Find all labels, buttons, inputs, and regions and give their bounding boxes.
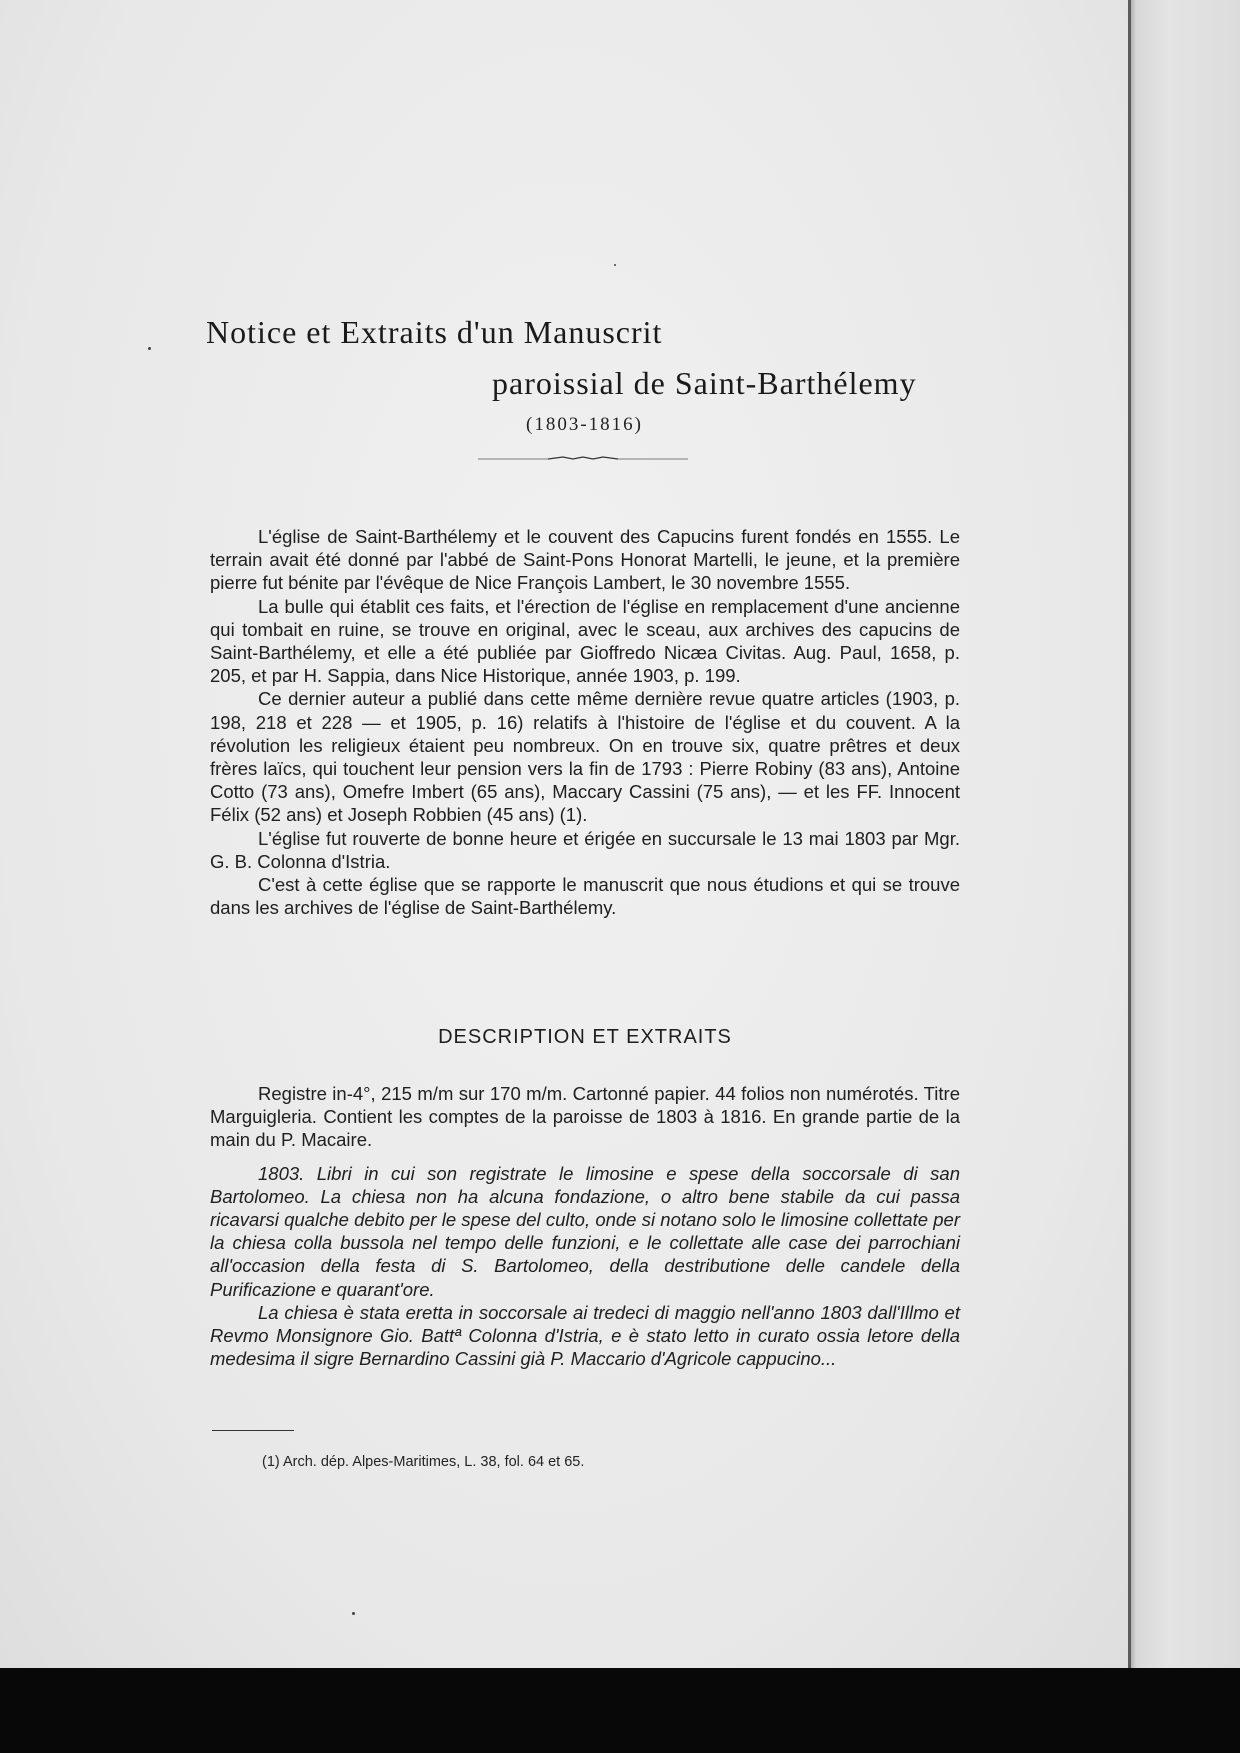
register-description: Registre in-4°, 215 m/m sur 170 m/m. Cartonné papier. 44 folios non numérotés. Titre Marguigleria. Contient les comptes de la paroisse de 1803 à 1816. En grande partie de la main du P. Macaire. (210, 1083, 960, 1151)
title-ornament-divider (478, 455, 688, 463)
extract-paragraph: 1803. Libri in cui son registrate le limosine e spese della soccorsale di san Bartolomeo. La chiesa non ha alcuna fondazione, o altro bene stabile da cui passa ricavarsi qualche debito per le spese del culto, onde si notano solo le limosine collettate per la chiesa colla bussola nel tempo delle funzioni, e le collettate alle case dei parrochiani all'occasion della festa di S. Bartolomeo, della destributione delle candele della Purificazione e quarant'ore. (210, 1162, 960, 1300)
paper-speck (614, 264, 616, 266)
intro-paragraph: L'église fut rouverte de bonne heure et érigée en succursale le 13 mai 1803 par Mgr. G. B. Colonna d'Istria. (210, 827, 960, 872)
intro-paragraph: L'église de Saint-Barthélemy et le couvent des Capucins furent fondés en 1555. Le terrain avait été donné par l'abbé de Saint-Pons Honorat Martelli, le jeune, et la première pierre fut bénite par l'évêque de Nice François Lambert, le 30 novembre 1555. (210, 526, 960, 594)
intro-text (210, 525, 960, 919)
footnote-rule (212, 1430, 294, 1431)
scan-border (0, 1668, 1240, 1753)
intro-paragraph: C'est à cette église que se rapporte le manuscrit que nous étudions et qui se trouve dans les archives de l'église de Saint-Barthélemy. (210, 874, 960, 919)
intro-paragraph: La bulle qui établit ces faits, et l'érection de l'église en remplacement d'une ancienne qui tombait en ruine, se trouve en original, avec le sceau, aux archives des capucins de Saint-Barthélemy, et elle a été publiée par Gioffredo Nicæa Civitas. Aug. Paul, 1658, p. 205, et par H. Sappia, dans Nice Historique, année 1903, p. 199. (210, 595, 960, 687)
section-heading: DESCRIPTION ET EXTRAITS (438, 1026, 732, 1048)
extract-paragraph: La chiesa è stata eretta in soccorsale ai tredeci di maggio nell'anno 1803 dall'Illmo et Revmo Monsignore Gio. Battª Colonna d'Istria, e è stato letto in curato ossia letore della medesima il sigre Bernardino Cassini già P. Maccario d'Agricole cappucino... (210, 1301, 960, 1370)
intro-paragraph: Ce dernier auteur a publié dans cette même dernière revue quatre articles (1903, p. 198, 218 et 228 — et 1905, p. 16) relatifs à l'histoire de l'église et du couvent. A la révolution les religieux étaient peu nombreux. On en trouve six, quatre prêtres et deux frères laïcs, qui touchent leur pension vers la fin de 1793 : Pierre Robiny (83 ans), Antoine Cotto (73 ans), Omefre Imbert (65 ans), Maccary Cassini (75 ans), — et les FF. Innocent Félix (52 ans) et Joseph Robbien (45 ans) (1). (210, 688, 960, 826)
title-dates: (1803-1816) (526, 414, 643, 435)
description-section (210, 1082, 960, 1370)
title-line-1: Notice et Extraits d'un Manuscrit (206, 314, 663, 350)
paper-speck (352, 1612, 355, 1615)
title-line-2: paroissial de Saint-Barthélemy (492, 365, 917, 401)
page-edge (1128, 0, 1240, 1668)
paper-speck (148, 347, 151, 350)
page-edge-line (1128, 0, 1131, 1668)
footnote: (1) Arch. dép. Alpes-Maritimes, L. 38, fol. 64 et 65. (262, 1454, 585, 1470)
